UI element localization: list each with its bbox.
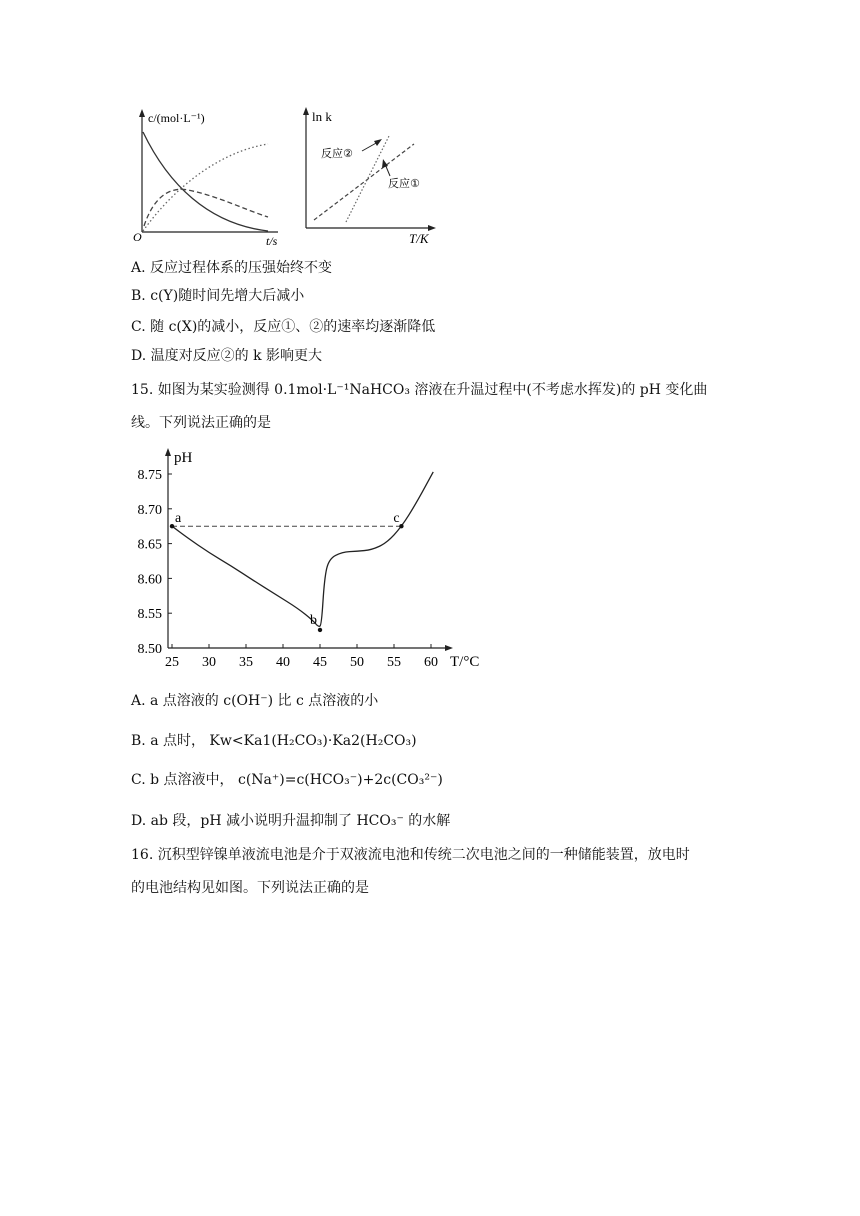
y-tick-label: 8.50 [137, 642, 162, 657]
y-axis-arrow [303, 107, 309, 115]
y-tick-label: 8.60 [137, 572, 162, 588]
concentration-time-figure [128, 104, 288, 249]
ph-curve [172, 472, 433, 626]
x-axis-label: T/K [409, 231, 429, 246]
x-tick-label: 55 [387, 655, 401, 670]
lnk-temperature-figure [296, 104, 446, 249]
q15-option-d: D. ab 段，pH 减小说明升温抑制了 HCO₃⁻ 的水解 [131, 813, 451, 829]
q15-option-a: A. a 点溶液的 c(OH⁻) 比 c 点溶液的小 [131, 693, 379, 709]
y-tick-label: 8.75 [137, 468, 162, 483]
q14-option-a: A. 反应过程体系的压强始终不变 [131, 260, 333, 276]
y-axis-arrow [165, 448, 171, 456]
x-axis-label: T/°C [450, 654, 480, 670]
label-reaction-2: 反应② [321, 147, 353, 160]
x-tick-label: 25 [165, 655, 179, 670]
x-tick-label: 50 [350, 655, 364, 670]
q15-option-c: C. b 点溶液中， c(Na⁺)=c(HCO₃⁻)+2c(CO₃²⁻) [131, 772, 443, 788]
y-axis-label: pH [174, 450, 193, 466]
x-tick-label: 30 [202, 655, 216, 670]
q16-stem-line2: 的电池结构见如图。下列说法正确的是 [131, 880, 369, 896]
y-axis-label: ln k [312, 109, 332, 124]
y-tick-label: 8.70 [137, 502, 162, 518]
point-b [318, 628, 322, 632]
y-tick-label: 8.65 [137, 537, 162, 553]
y-axis-label: c/(mol·L⁻¹) [148, 111, 205, 125]
x-tick-label: 40 [276, 655, 290, 670]
curve-y-rise-fall [144, 189, 268, 226]
y-axis-arrow [139, 109, 145, 117]
q15-stem-line1: 15. 如图为某实验测得 0.1mol·L⁻¹NaHCO₃ 溶液在升温过程中(不考虑水挥发)的 pH 变化曲 [131, 382, 708, 398]
y-tick-label: 8.55 [137, 607, 162, 623]
ph-temperature-chart [128, 440, 488, 675]
label-reaction-1: 反应① [388, 177, 420, 190]
x-tick-label: 60 [424, 655, 438, 670]
pointer-arrow-1 [382, 159, 388, 168]
x-axis-label: t/s [266, 234, 278, 248]
x-tick-label: 35 [239, 655, 253, 670]
curve-x-decreasing [143, 132, 268, 231]
q16-stem-line1: 16. 沉积型锌镍单液流电池是介于双液流电池和传统二次电池之间的一种储能装置，放电时 [131, 847, 690, 863]
point-label-b: b [310, 612, 317, 628]
pointer-arrow-2 [374, 139, 382, 146]
x-axis-arrow [428, 225, 436, 231]
q14-option-d: D. 温度对反应②的 k 影响更大 [131, 348, 323, 364]
curve-z-increasing [143, 144, 268, 231]
point-c [399, 524, 403, 528]
q14-option-c: C. 随 c(X)的减小，反应①、②的速率均逐渐降低 [131, 319, 436, 335]
point-label-a: a [175, 511, 182, 527]
x-axis-arrow [445, 645, 453, 651]
origin-label: O [133, 230, 142, 244]
q14-option-b: B. c(Y)随时间先增大后减小 [131, 288, 305, 304]
q15-stem-line2: 线。下列说法正确的是 [131, 415, 271, 431]
x-tick-label: 45 [313, 655, 327, 670]
point-a [170, 524, 174, 528]
q15-option-b: B. a 点时， Kw<Ka1(H₂CO₃)·Ka2(H₂CO₃) [131, 733, 417, 749]
point-label-c: c [393, 511, 400, 527]
